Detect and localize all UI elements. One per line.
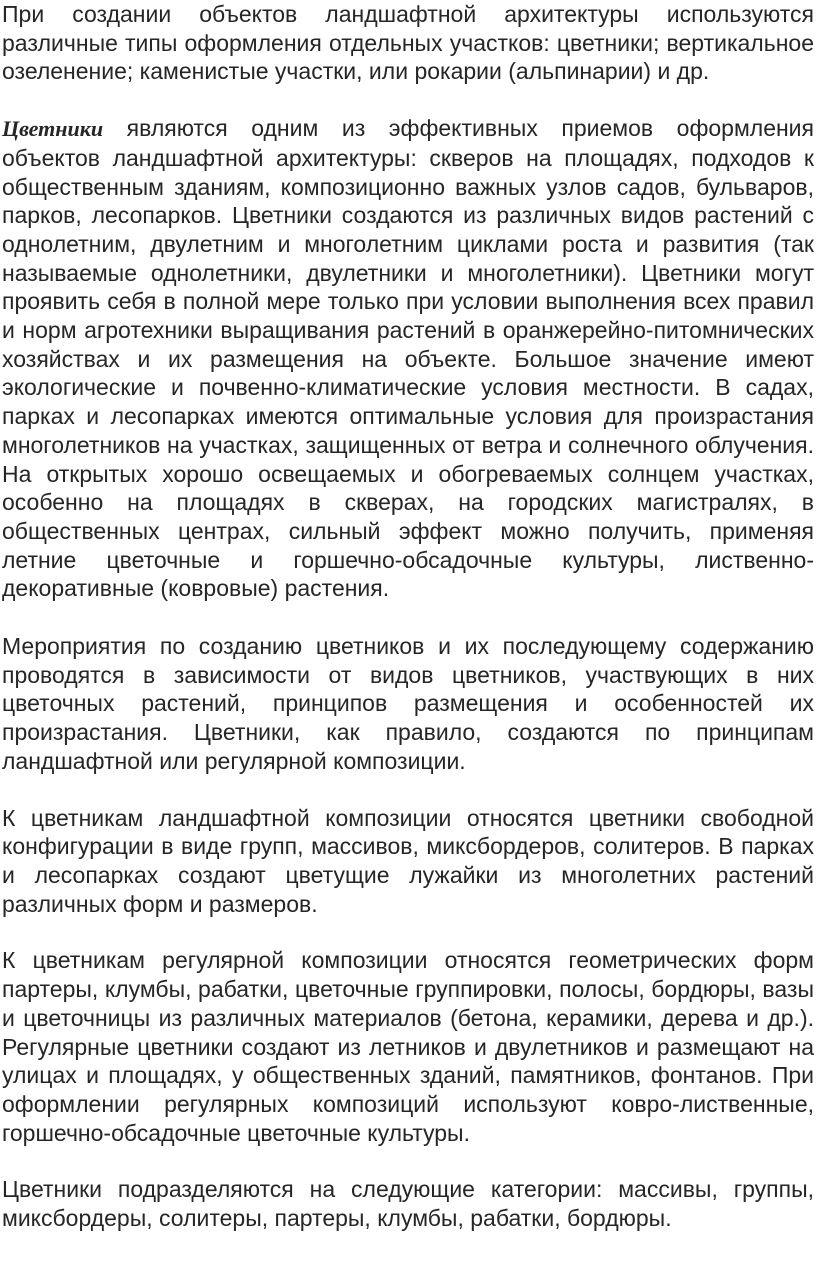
paragraph-regular-composition xyxy=(2,946,814,1147)
paragraph-landscape-composition-text: К цветникам ландшафтной композиции относятся цветники свободной конфигурации в виде групп, массивов, миксбордеров, солитеров. В парках и лесопарках создают цветущие лужайки из многолетних растений различных форм и размеров. xyxy=(2,804,814,917)
paragraph-flower-beds-text: являются одним из эффективных приемов оформления объектов ландшафтной архитектуры: скверов на площадях, подходов к общественным зданиям, композиционно важных узлов садов, бульваров, парков, лесопарков. Цветники создаются из различных видов растений с однолетним, двулетним и многолетним циклами роста и развития (так называемые однолетники, двулетники и многолетники). Цветники могут проявить себя в полной мере только при условии выполнения всех правил и норм агротехники выращивания растений в оранжерейно-питомнических хозяйствах и их размещения на объекте. Большое значение имеют экологические и почвенно-климатические условия местности. В садах, парках и лесопарках имеются оптимальные условия для произрастания многолетников на участках, защищенных от ветра и солнечного облучения. На открытых хорошо освещаемых и обогреваемых солнцем участках, особенно на площадях в скверах, на городских магистралях, в общественных центрах, сильный эффект можно получить, применяя летние цветочные и горшечно-обсадочные культуры, лиственно-декоративные (ковровые) растения. xyxy=(2,115,814,602)
paragraph-categories xyxy=(2,1175,814,1232)
paragraph-landscape-composition xyxy=(2,804,814,919)
paragraph-intro-text: При создании объектов ландшафтной архитектуры используются различные типы оформления отдельных участков: цветники; вертикальное озеленение; каменистые участки, или рокарии (альпинарии) и др. xyxy=(2,1,814,85)
paragraph-measures xyxy=(2,632,814,776)
paragraph-intro xyxy=(2,0,814,86)
paragraph-categories-text: Цветники подразделяются на следующие категории: массивы, группы, миксбордеры, солитеры, партеры, клумбы, рабатки, бордюры. xyxy=(2,1176,814,1232)
paragraph-regular-composition-text: К цветникам регулярной композиции относятся геометрических форм партеры, клумбы, рабатки, цветочные группировки, полосы, бордюры, вазы и цветочницы из различных материалов (бетона, керамики, дерева и др.). Регулярные цветники создают из летников и двулетников и размещают на улицах и площадях, у общественных зданий, памятников, фонтанов. При оформлении регулярных композиций используют ковро-лиственные, горшечно-обсадочные цветочные культуры. xyxy=(2,947,814,1146)
term-flower-beds: Цветники xyxy=(2,116,104,142)
paragraph-flower-beds xyxy=(2,114,814,603)
paragraph-measures-text: Мероприятия по созданию цветников и их последующему содержанию проводятся в зависимости от видов цветников, участвующих в них цветочных растений, принципов размещения и особенностей их произрастания. Цветники, как правило, создаются по принципам ландшафтной или регулярной композиции. xyxy=(2,633,814,774)
